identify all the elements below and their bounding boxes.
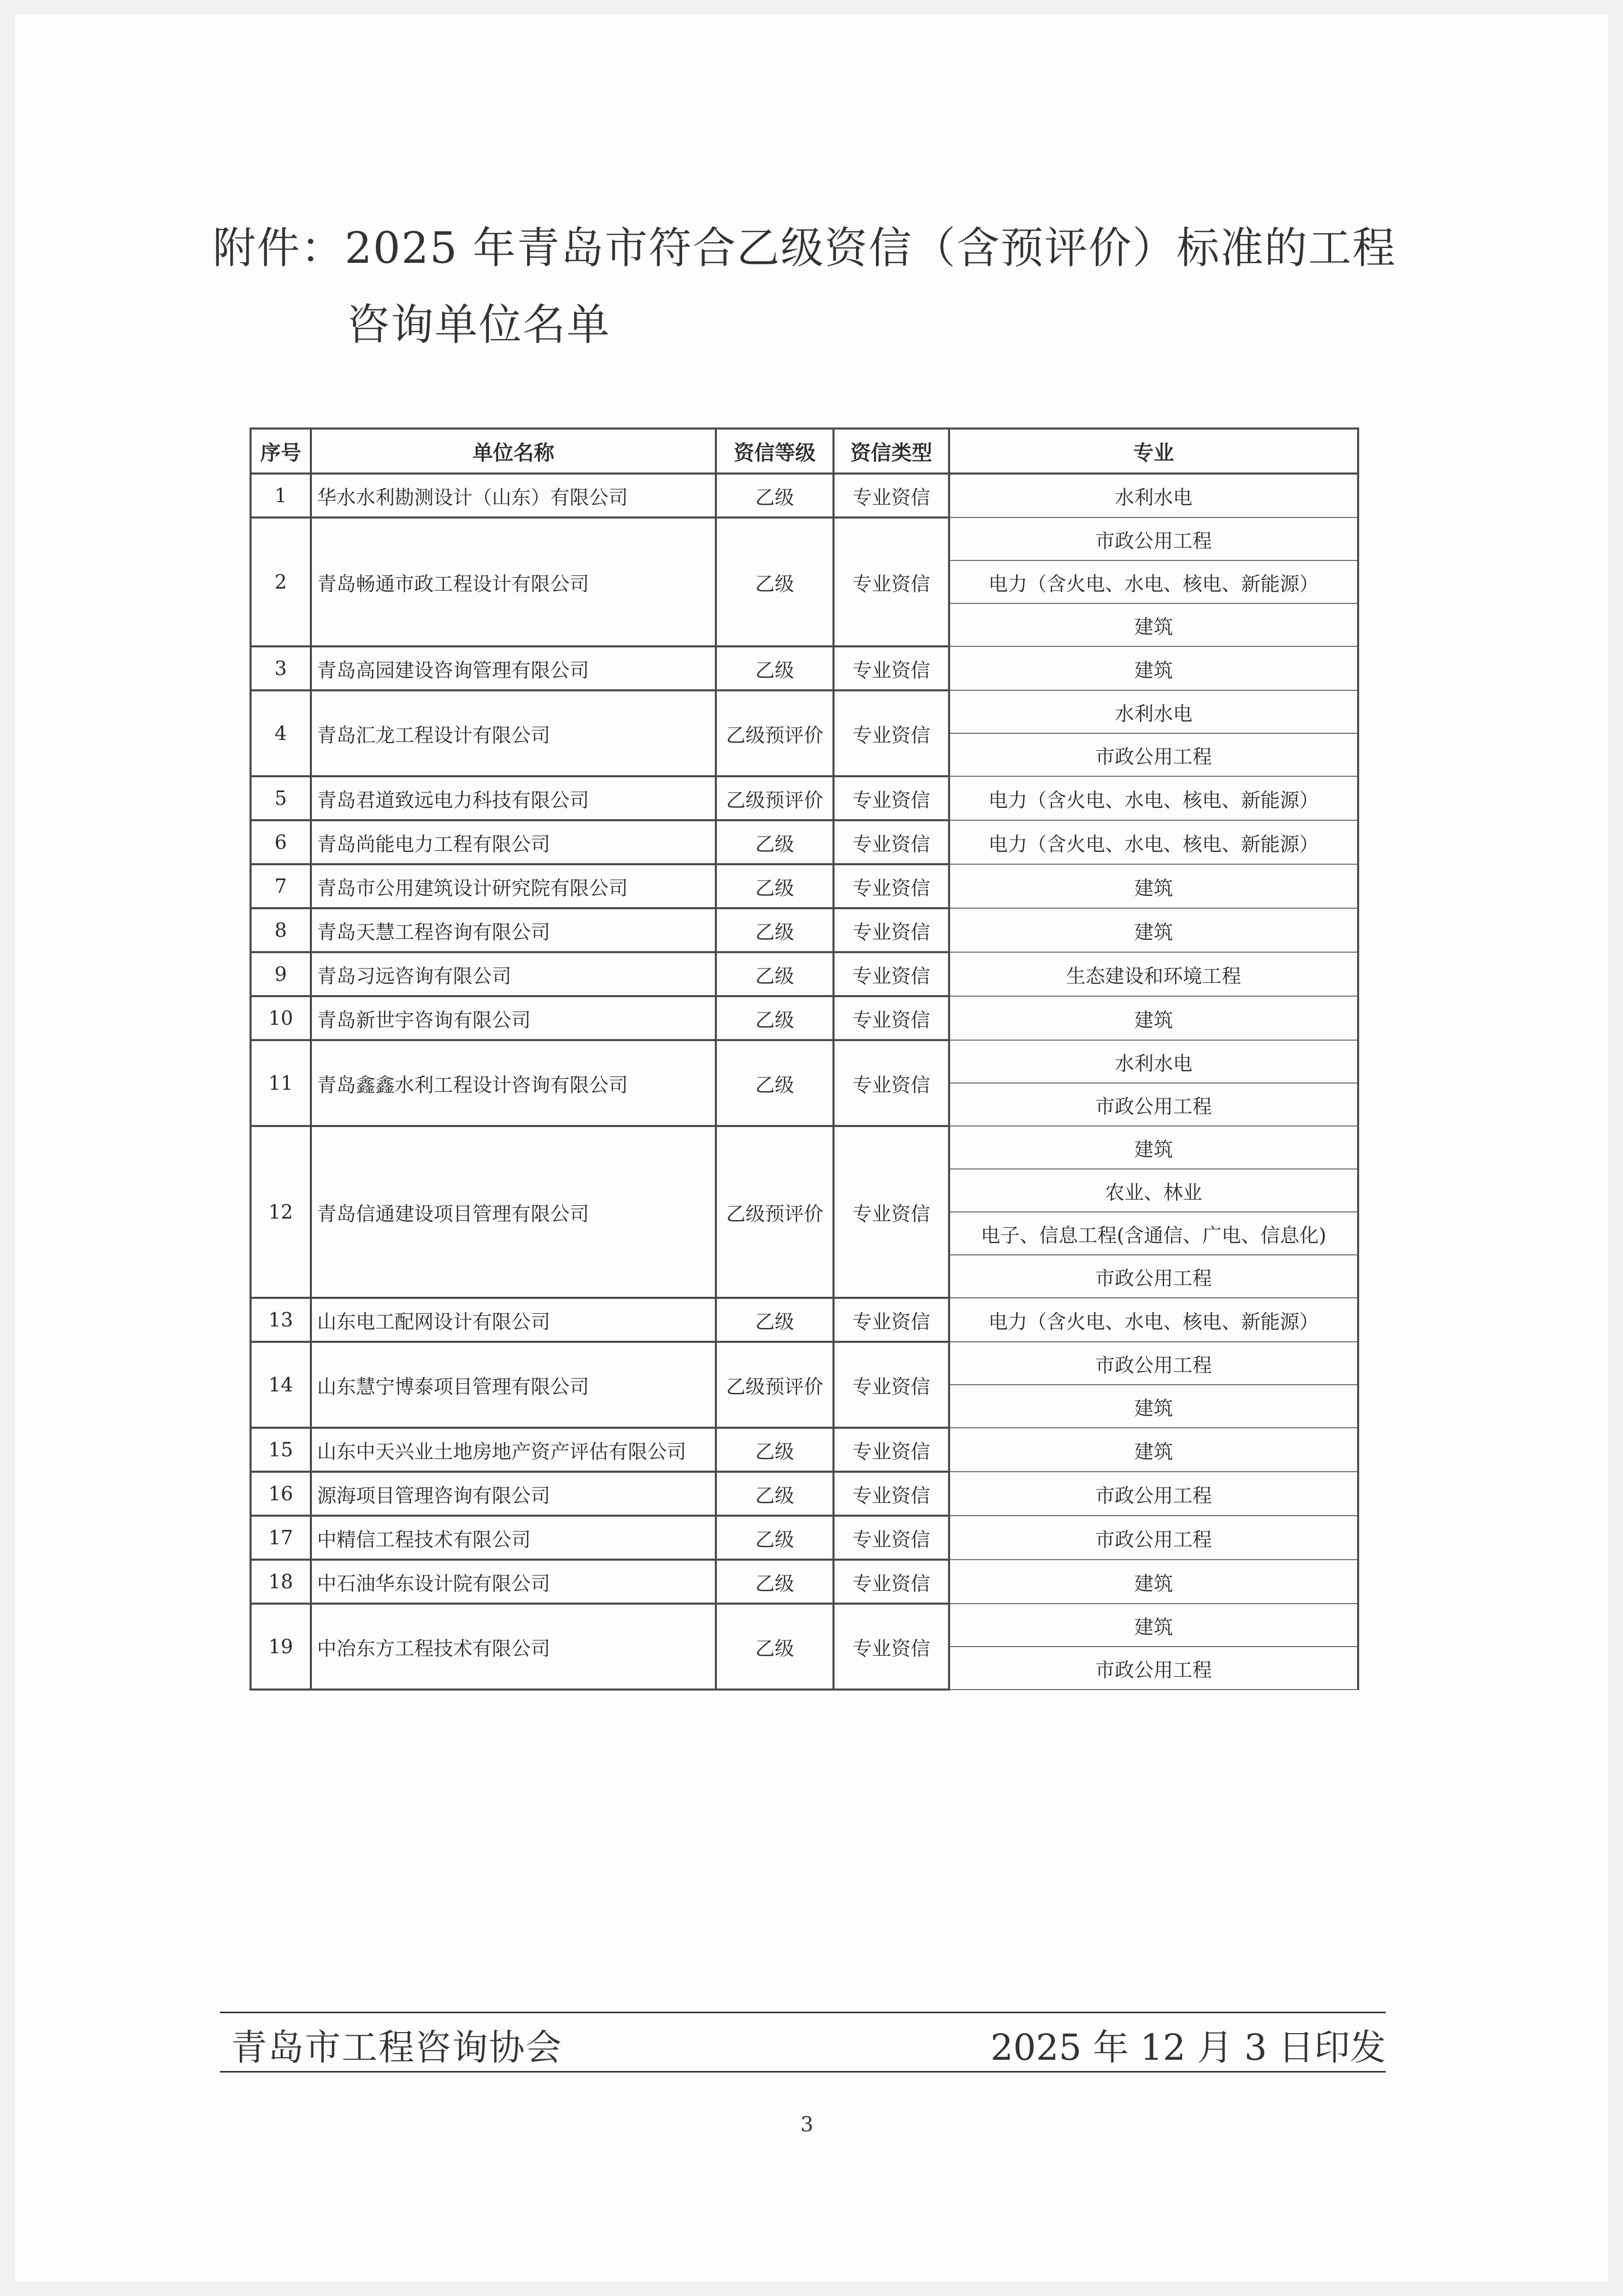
- footer-top-rule: [220, 2012, 1386, 2013]
- cell-credit-level: 乙级: [716, 1298, 833, 1342]
- table-row: [251, 690, 1358, 733]
- cell-number: 4: [251, 690, 311, 776]
- cell-number: 9: [251, 952, 311, 996]
- cell-number: 15: [251, 1428, 311, 1472]
- table-row: [251, 1472, 1358, 1516]
- cell-specialty: 建筑: [949, 1560, 1358, 1604]
- table-header-row: [251, 429, 1358, 474]
- cell-specialty: 电力（含火电、水电、核电、新能源）: [949, 1298, 1358, 1342]
- cell-specialty: 市政公用工程: [949, 733, 1358, 776]
- cell-specialty: 建筑: [949, 603, 1358, 646]
- cell-number: 11: [251, 1040, 311, 1126]
- cell-unit-name: 青岛习远咨询有限公司: [311, 952, 716, 996]
- cell-specialty: 建筑: [949, 908, 1358, 952]
- table-row: [251, 996, 1358, 1040]
- cell-specialty: 建筑: [949, 1385, 1358, 1428]
- cell-credit-type: 专业资信: [833, 1604, 949, 1690]
- cell-specialty: 市政公用工程: [949, 1255, 1358, 1298]
- cell-number: 16: [251, 1472, 311, 1516]
- header-credit-level: 资信等级: [716, 429, 833, 474]
- cell-number: 6: [251, 820, 311, 864]
- cell-specialty: 建筑: [949, 1126, 1358, 1169]
- footer-organization: 青岛市工程咨询协会: [231, 2027, 562, 2068]
- cell-credit-level: 乙级预评价: [716, 776, 833, 820]
- table-row: [251, 1342, 1358, 1385]
- table-row: [251, 1040, 1358, 1083]
- cell-credit-level: 乙级: [716, 517, 833, 646]
- cell-credit-type: 专业资信: [833, 517, 949, 646]
- cell-unit-name: 青岛尚能电力工程有限公司: [311, 820, 716, 864]
- cell-credit-type: 专业资信: [833, 1472, 949, 1516]
- cell-credit-level: 乙级: [716, 1560, 833, 1604]
- cell-specialty: 生态建设和环境工程: [949, 952, 1358, 996]
- table-row: [251, 517, 1358, 560]
- cell-specialty: 水利水电: [949, 474, 1358, 517]
- cell-number: 17: [251, 1516, 311, 1560]
- cell-specialty: 电力（含火电、水电、核电、新能源）: [949, 820, 1358, 864]
- table-row: [251, 646, 1358, 690]
- cell-unit-name: 青岛畅通市政工程设计有限公司: [311, 517, 716, 646]
- page-number: 3: [800, 2113, 814, 2136]
- cell-unit-name: 青岛新世宇咨询有限公司: [311, 996, 716, 1040]
- cell-specialty: 建筑: [949, 1428, 1358, 1472]
- cell-specialty: 市政公用工程: [949, 1472, 1358, 1516]
- document-title: [213, 210, 1409, 363]
- cell-credit-level: 乙级: [716, 1040, 833, 1126]
- cell-number: 10: [251, 996, 311, 1040]
- cell-number: 8: [251, 908, 311, 952]
- title-line-1: 附件：2025 年青岛市符合乙级资信（含预评价）标准的工程: [213, 223, 1396, 273]
- cell-unit-name: 青岛高园建设咨询管理有限公司: [311, 646, 716, 690]
- cell-credit-level: 乙级: [716, 1604, 833, 1690]
- table-row: [251, 1428, 1358, 1472]
- cell-credit-type: 专业资信: [833, 1428, 949, 1472]
- table-row: [251, 1560, 1358, 1604]
- cell-number: 12: [251, 1126, 311, 1298]
- cell-credit-level: 乙级: [716, 864, 833, 908]
- table-row: [251, 908, 1358, 952]
- cell-specialty: 水利水电: [949, 1040, 1358, 1083]
- cell-number: 13: [251, 1298, 311, 1342]
- cell-credit-level: 乙级: [716, 1472, 833, 1516]
- cell-unit-name: 山东电工配网设计有限公司: [311, 1298, 716, 1342]
- cell-unit-name: 山东慧宁博泰项目管理有限公司: [311, 1342, 716, 1428]
- cell-specialty: 农业、林业: [949, 1169, 1358, 1212]
- header-unit-name: 单位名称: [311, 429, 716, 474]
- table-row: [251, 820, 1358, 864]
- cell-specialty: 市政公用工程: [949, 1647, 1358, 1690]
- cell-specialty: 建筑: [949, 996, 1358, 1040]
- cell-credit-level: 乙级预评价: [716, 1342, 833, 1428]
- cell-credit-type: 专业资信: [833, 820, 949, 864]
- cell-unit-name: 青岛市公用建筑设计研究院有限公司: [311, 864, 716, 908]
- cell-credit-type: 专业资信: [833, 1560, 949, 1604]
- cell-credit-level: 乙级: [716, 908, 833, 952]
- table-row: [251, 864, 1358, 908]
- cell-number: 19: [251, 1604, 311, 1690]
- cell-specialty: 市政公用工程: [949, 517, 1358, 560]
- table-row: [251, 474, 1358, 517]
- footer-issue-date: 2025 年 12 月 3 日印发: [990, 2027, 1386, 2068]
- table-row: [251, 1298, 1358, 1342]
- table-row: [251, 952, 1358, 996]
- table-row: [251, 1516, 1358, 1560]
- cell-unit-name: 青岛信通建设项目管理有限公司: [311, 1126, 716, 1298]
- cell-specialty: 市政公用工程: [949, 1516, 1358, 1560]
- cell-credit-type: 专业资信: [833, 908, 949, 952]
- cell-number: 1: [251, 474, 311, 517]
- cell-specialty: 水利水电: [949, 690, 1358, 733]
- header-number: 序号: [251, 429, 311, 474]
- cell-unit-name: 青岛鑫鑫水利工程设计咨询有限公司: [311, 1040, 716, 1126]
- cell-credit-type: 专业资信: [833, 1040, 949, 1126]
- cell-unit-name: 中冶东方工程技术有限公司: [311, 1604, 716, 1690]
- cell-number: 3: [251, 646, 311, 690]
- cell-credit-type: 专业资信: [833, 952, 949, 996]
- cell-credit-type: 专业资信: [833, 1516, 949, 1560]
- cell-unit-name: 山东中天兴业土地房地产资产评估有限公司: [311, 1428, 716, 1472]
- table-row: [251, 776, 1358, 820]
- cell-unit-name: 中石油华东设计院有限公司: [311, 1560, 716, 1604]
- title-line-2: 咨询单位名单: [347, 300, 611, 350]
- cell-unit-name: 青岛君道致远电力科技有限公司: [311, 776, 716, 820]
- cell-unit-name: 源海项目管理咨询有限公司: [311, 1472, 716, 1516]
- cell-credit-level: 乙级: [716, 646, 833, 690]
- cell-credit-level: 乙级: [716, 1428, 833, 1472]
- cell-unit-name: 青岛天慧工程咨询有限公司: [311, 908, 716, 952]
- cell-credit-type: 专业资信: [833, 690, 949, 776]
- cell-credit-level: 乙级: [716, 474, 833, 517]
- cell-credit-level: 乙级: [716, 1516, 833, 1560]
- cell-unit-name: 中精信工程技术有限公司: [311, 1516, 716, 1560]
- cell-unit-name: 华水水利勘测设计（山东）有限公司: [311, 474, 716, 517]
- cell-number: 14: [251, 1342, 311, 1428]
- cell-credit-type: 专业资信: [833, 1126, 949, 1298]
- cell-credit-type: 专业资信: [833, 776, 949, 820]
- cell-credit-type: 专业资信: [833, 996, 949, 1040]
- cell-specialty: 电子、信息工程(含通信、广电、信息化): [949, 1212, 1358, 1255]
- cell-credit-level: 乙级: [716, 820, 833, 864]
- unit-list-table: [250, 427, 1359, 1691]
- cell-specialty: 建筑: [949, 864, 1358, 908]
- cell-credit-level: 乙级预评价: [716, 690, 833, 776]
- cell-specialty: 建筑: [949, 646, 1358, 690]
- cell-credit-type: 专业资信: [833, 1298, 949, 1342]
- cell-credit-level: 乙级: [716, 952, 833, 996]
- cell-credit-type: 专业资信: [833, 1342, 949, 1428]
- cell-specialty: 电力（含火电、水电、核电、新能源）: [949, 560, 1358, 603]
- cell-specialty: 市政公用工程: [949, 1342, 1358, 1385]
- table-row: [251, 1126, 1358, 1169]
- cell-credit-level: 乙级预评价: [716, 1126, 833, 1298]
- cell-specialty: 建筑: [949, 1604, 1358, 1647]
- cell-number: 2: [251, 517, 311, 646]
- cell-credit-type: 专业资信: [833, 646, 949, 690]
- cell-number: 5: [251, 776, 311, 820]
- cell-number: 18: [251, 1560, 311, 1604]
- table-body: [251, 474, 1358, 1690]
- cell-credit-type: 专业资信: [833, 864, 949, 908]
- cell-number: 7: [251, 864, 311, 908]
- header-specialty: 专业: [949, 429, 1358, 474]
- cell-unit-name: 青岛汇龙工程设计有限公司: [311, 690, 716, 776]
- cell-specialty: 电力（含火电、水电、核电、新能源）: [949, 776, 1358, 820]
- table-row: [251, 1604, 1358, 1647]
- footer-bottom-rule: [220, 2071, 1386, 2073]
- cell-specialty: 市政公用工程: [949, 1083, 1358, 1126]
- cell-credit-level: 乙级: [716, 996, 833, 1040]
- cell-credit-type: 专业资信: [833, 474, 949, 517]
- header-credit-type: 资信类型: [833, 429, 949, 474]
